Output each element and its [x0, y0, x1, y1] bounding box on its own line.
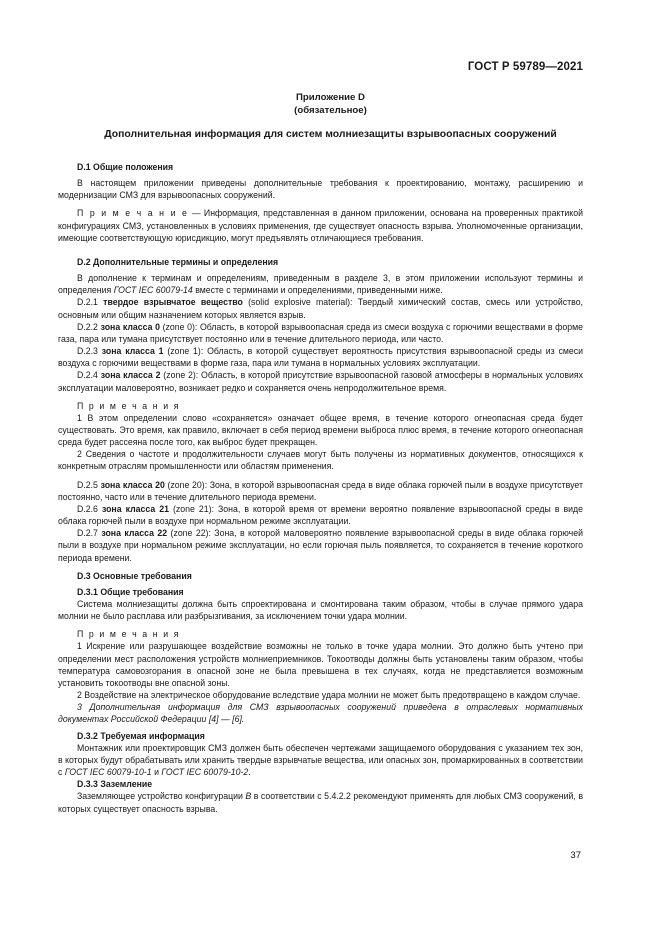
term-number: D.2.5	[77, 479, 101, 490]
standard-number: ГОСТ Р 59789—2021	[467, 61, 583, 73]
term-definition: (zone 20): Зона, в которой взрывоопасная среда в виде облака горючей пыли в воздухе присутствует постоянно, часто или в течение длительного периода времени.	[58, 479, 583, 502]
term: твердое взрывчатое вещество	[103, 297, 243, 308]
term-definition: (zone 2): Область, в которой присутствие взрывоопасной газовой атмосферы в нормальных условиях эксплуатации маловероятно, возникает редко и сохраняется очень непродолжительное время.	[58, 370, 583, 393]
section-heading-d3: D.3 Основные требования	[77, 570, 192, 581]
term-d2-4	[58, 369, 583, 393]
notes-label: П р и м е ч а н и я	[77, 400, 181, 411]
text: Монтажник или проектировщик СМЗ должен быть обеспечен чертежами защищаемого оборудования с указанием тех зон, в которых будут обрабатывать или хранить твердые взрывчатые вещества, или опасных зон, промаркированных в соответствии с	[58, 742, 583, 778]
text: вместе с терминами и определениями, приведенными ниже.	[192, 285, 443, 296]
text: в соответствии с 5.4.2.2 рекомендуют применять для любых СМЗ сооружений, в которых существует опасность взрыва.	[58, 791, 583, 814]
body-text	[58, 161, 583, 815]
note-1: 1 Искрение или разрушающее воздействие возможны не только в точке удара молнии. Это должно быть учтено при определении мест расположения устройств молниеприемников. Токоотводы должны быть установлены таким образом, чтобы температура самовозгорания в опасной зоне не была превышена в тех случаях, когда не представляется возможным установить токоотводы вне опасной зоны.	[58, 641, 583, 688]
paragraph	[58, 272, 583, 296]
note-2: 2 Воздействие на электрическое оборудование вследствие удара молнии не может быть предотвращено в каждом случае.	[77, 690, 581, 701]
term: зона класса 0	[100, 321, 160, 332]
term-definition: (zone 22): Зона, в которой маловероятно появление взрывоопасной среды в виде облака горючей пыли в воздухе при нормальном режиме эксплуатации, но если горючая пыль появляется, то сохраняется в течение короткого периода времени.	[58, 528, 583, 563]
note-2: 2 Сведения о частоте и продолжительности случаев могут быть получены из нормативных документов, относящихся к конкретным отраслям промышленности или областям применения.	[58, 449, 583, 472]
notes-label: П р и м е ч а н и я	[77, 629, 181, 640]
paragraph: В настоящем приложении приведены дополнительные требования к проектированию, монтажу, расширению и модернизации СМЗ для взрывоопасных сооружений.	[58, 178, 583, 201]
term-number: D.2.7	[77, 528, 102, 539]
subsection-heading-d3-1: D.3.1 Общие требования	[77, 586, 184, 597]
section-heading-d2: D.2 Дополнительные термины и определения	[77, 256, 279, 267]
note-label: П р и м е ч а н и е	[77, 208, 189, 219]
term: зона класса 22	[101, 528, 168, 539]
term-number: D.2.2	[77, 321, 101, 332]
term: зона класса 21	[101, 503, 169, 514]
subsection-heading-d3-2: D.3.2 Требуемая информация	[77, 730, 205, 741]
term-number: D.2.1	[77, 297, 104, 308]
term-definition: (solid explosive material): Твердый химический состав, смесь или устройство, основным или общим назначением которых является взрыв.	[58, 297, 583, 320]
term-definition: (zone 21): Зона, в которой время от времени вероятно появление взрывоопасной среды в виде облака горючей пыли в воздухе при нормальном режиме эксплуатации.	[58, 503, 583, 527]
text: В дополнение к терминам и определениям, приведенным в разделе 3, в этом приложении используют термины и определения	[58, 273, 583, 296]
term: зона класса 20	[100, 479, 165, 490]
subsection-heading-d3-3: D.3.3 Заземление	[77, 779, 153, 790]
configuration-letter: В	[245, 791, 252, 802]
term-d2-7	[58, 527, 583, 563]
text: .	[248, 767, 251, 778]
main-title: Дополнительная информация для систем молниезащиты взрывоопасных сооружений	[104, 129, 557, 140]
term-number: D.2.6	[77, 503, 102, 514]
term-d2-5	[58, 479, 583, 503]
term: зона класса 1	[101, 346, 164, 357]
standard-reference: ГОСТ IEC 60079-10-2	[161, 767, 249, 778]
note-1: 1 В этом определении слово «сохраняется» означает общее время, в течение которого огнеопасная среда будет существовать. Это время, как правило, включает в себя период времени выброса плюс время, в течение которого огнеопасная среда будет рассеяна после того, как выброс будет прекращен.	[58, 412, 583, 448]
term-definition: (zone 0): Область, в которой взрывоопасная среда из смеси воздуха с горючими веществами в форме газа, пара или тумана присутствует постоянно или в течение длительного периода, или часто.	[58, 321, 583, 344]
standard-reference: ГОСТ IEC 60079-10-1	[64, 767, 152, 778]
term-d2-2	[58, 321, 583, 345]
page-number: 37	[570, 850, 581, 861]
text: и	[151, 767, 162, 778]
term-number: D.2.4	[77, 370, 101, 381]
annex-status: (обязательное)	[294, 105, 367, 116]
paragraph: Система молниезащиты должна быть спроектирована и смонтирована таким образом, чтобы в случае прямого удара молнии не было расплава или разбрызгивания, за исключением точки удара молнии.	[58, 599, 583, 622]
section-heading-d1: D.1 Общие положения	[77, 162, 174, 172]
note-text: — Информация, представленная в данном приложении, основана на проверенных практикой конфигурациях СМЗ, установленных в условиях применения, где существует опасность взрыва. Уполномоченные организации, имеющие соответствующую юрисдикцию, могут предъявлять отличающиеся требования.	[58, 208, 583, 243]
term-number: D.2.3	[77, 346, 102, 357]
paragraph	[58, 742, 583, 778]
standard-reference: ГОСТ IEC 60079-14	[113, 285, 193, 296]
note	[58, 207, 583, 243]
annex-title: Приложение D	[296, 92, 365, 103]
term: зона класса 2	[100, 370, 161, 381]
term-d2-6	[58, 503, 583, 527]
note-3: 3 Дополнительная информация для СМЗ взрывоопасных сооружений приведена в отраслевых нормативных документах Российской Федерации [4] — [6].	[58, 702, 583, 725]
paragraph	[58, 790, 583, 814]
term-d2-1	[58, 296, 583, 320]
term-definition: (zone 1): Область, в которой существует вероятность присутствия взрывоопасной среды из смеси воздуха с горючими веществами в форме газа, пара или тумана в нормальных условиях эксплуатации.	[58, 346, 583, 369]
term-d2-3	[58, 345, 583, 369]
text: Заземляющее устройство конфигурации	[77, 791, 246, 802]
